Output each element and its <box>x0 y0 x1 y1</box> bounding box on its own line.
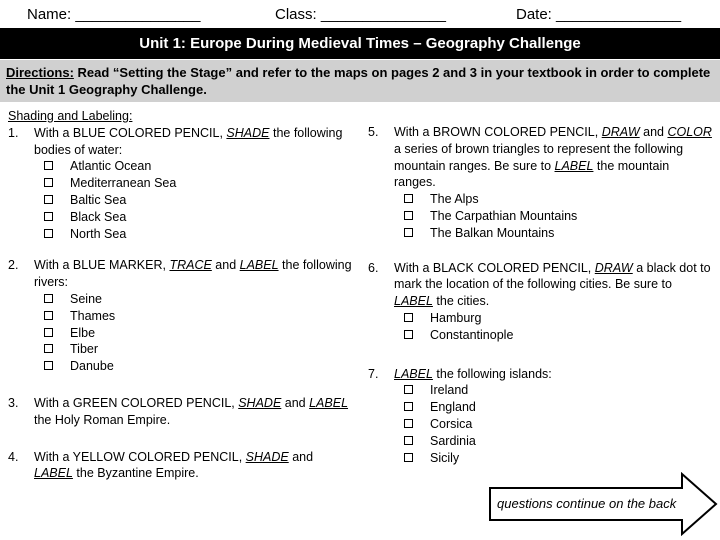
item-label: Sardinia <box>430 433 476 448</box>
checklist-item[interactable] <box>404 191 712 208</box>
checklist-item[interactable] <box>44 192 353 209</box>
right-column <box>368 124 712 466</box>
question-number: 2. <box>8 258 19 273</box>
q2-verb-trace: TRACE <box>169 258 212 273</box>
question-5 <box>368 124 712 242</box>
checklist-item[interactable] <box>404 450 712 467</box>
item-label: Mediterranean Sea <box>70 176 177 191</box>
checklist-item[interactable] <box>404 225 712 242</box>
date-field[interactable]: Date: _______________ <box>516 6 682 23</box>
question-number: 7. <box>368 366 379 381</box>
q2-post: the following rivers: <box>34 258 352 290</box>
checkbox-icon[interactable] <box>404 330 413 339</box>
checklist-item[interactable] <box>44 325 353 342</box>
item-label: Thames <box>70 308 116 323</box>
checkbox-icon[interactable] <box>44 328 53 337</box>
q6-mid: a black dot to mark the location of the following cities. Be sure to <box>394 260 711 292</box>
q5-text: With a BROWN COLORED PENCIL, <box>394 125 602 139</box>
item-label: Elbe <box>70 325 96 340</box>
item-label: Tiber <box>70 342 99 357</box>
checkbox-icon[interactable] <box>404 211 413 220</box>
question-6 <box>368 260 712 344</box>
question-1 <box>8 125 353 243</box>
checklist-item[interactable] <box>44 226 353 243</box>
q3-mid: and <box>281 395 310 410</box>
question-4 <box>8 449 353 483</box>
checkbox-icon[interactable] <box>44 229 53 238</box>
q2-checklist <box>34 291 353 375</box>
checkbox-icon[interactable] <box>44 178 53 187</box>
q3-verb-label: LABEL <box>309 395 349 410</box>
item-label: Baltic Sea <box>70 192 127 207</box>
question-number: 4. <box>8 449 19 464</box>
item-label: Corsica <box>430 416 473 431</box>
checklist-item[interactable] <box>404 399 712 416</box>
directions-text: Read “Setting the Stage” and refer to the maps on pages 2 and 3 in your textbook in order to complete the Unit 1 Geography Challenge. <box>6 65 711 97</box>
checkbox-icon[interactable] <box>44 161 53 170</box>
checkbox-icon[interactable] <box>404 419 413 428</box>
q5-checklist <box>394 191 712 241</box>
q4-post: the Byzantine Empire. <box>72 466 199 481</box>
checkbox-icon[interactable] <box>44 361 53 370</box>
item-label: Constantinople <box>430 327 514 342</box>
directions-lead: Directions: <box>6 65 74 80</box>
checkbox-icon[interactable] <box>404 385 413 394</box>
checklist-item[interactable] <box>404 382 712 399</box>
checklist-item[interactable] <box>404 433 712 450</box>
q5-verb-draw: DRAW <box>601 125 640 139</box>
item-label: North Sea <box>70 226 127 241</box>
q5-mid: and <box>639 125 668 139</box>
q4-verb-label: LABEL <box>34 466 73 481</box>
q2-verb-label: LABEL <box>239 258 279 273</box>
item-label: England <box>430 400 476 415</box>
checklist-item[interactable] <box>404 208 712 225</box>
question-number: 6. <box>368 260 379 275</box>
item-label: Seine <box>70 291 102 306</box>
checklist-item[interactable] <box>44 175 353 192</box>
item-label: The Balkan Mountains <box>430 225 555 240</box>
q7-verb-label: LABEL <box>394 366 433 381</box>
checklist-item[interactable] <box>44 158 353 175</box>
q5-verb-color: COLOR <box>667 125 712 139</box>
class-field[interactable]: Class: _______________ <box>275 6 446 23</box>
checklist-item[interactable] <box>44 291 353 308</box>
q2-text: With a BLUE MARKER, <box>34 258 170 273</box>
item-label: The Carpathian Mountains <box>430 208 578 223</box>
checkbox-icon[interactable] <box>44 311 53 320</box>
q3-post: the Holy Roman Empire. <box>34 412 171 427</box>
shading-title: Shading and Labeling: <box>8 109 133 123</box>
left-column <box>8 108 353 482</box>
q6-text: With a BLACK COLORED PENCIL, <box>394 260 595 275</box>
item-label: The Alps <box>430 192 479 207</box>
checklist-item[interactable] <box>44 308 353 325</box>
checklist-item[interactable] <box>44 209 353 226</box>
q6-post: the cities. <box>432 294 490 309</box>
question-7 <box>368 366 712 467</box>
checklist-item[interactable] <box>404 310 712 327</box>
question-number: 5. <box>368 125 379 139</box>
checkbox-icon[interactable] <box>44 294 53 303</box>
q4-text: With a YELLOW COLORED PENCIL, <box>34 449 246 464</box>
directions-box <box>0 60 720 102</box>
question-number: 1. <box>8 125 19 140</box>
checklist-item[interactable] <box>44 358 353 375</box>
checklist-item[interactable] <box>404 416 712 433</box>
q5-verb-label: LABEL <box>554 158 594 173</box>
item-label: Danube <box>70 359 114 374</box>
item-label: Ireland <box>430 383 469 398</box>
q5-post: the mountain ranges. <box>394 158 670 190</box>
q4-verb-shade: SHADE <box>245 449 289 464</box>
question-2 <box>8 257 353 375</box>
question-number: 3. <box>8 395 19 410</box>
q2-mid: and <box>211 258 240 273</box>
q7-post: the following islands: <box>432 366 552 381</box>
checkbox-icon[interactable] <box>404 436 413 445</box>
item-label: Sicily <box>430 450 460 465</box>
question-3 <box>8 395 353 429</box>
item-label: Hamburg <box>430 310 482 325</box>
name-field[interactable]: Name: _______________ <box>27 6 201 23</box>
q6-checklist <box>394 310 712 344</box>
q1-post: the following bodies of water: <box>34 125 343 157</box>
q5-mid2: a series of brown triangles to represent the following mountain ranges. Be sure to <box>394 141 684 173</box>
checkbox-icon[interactable] <box>404 313 413 322</box>
q4-mid: and <box>288 449 314 464</box>
q3-verb-shade: SHADE <box>238 395 282 410</box>
q6-verb-label: LABEL <box>394 294 433 309</box>
checkbox-icon[interactable] <box>44 195 53 204</box>
q1-checklist <box>34 158 353 242</box>
checkbox-icon[interactable] <box>404 402 413 411</box>
checklist-item[interactable] <box>44 341 353 358</box>
checkbox-icon[interactable] <box>44 344 53 353</box>
q1-text: With a BLUE COLORED PENCIL, <box>34 125 227 140</box>
q7-checklist <box>394 382 712 466</box>
checkbox-icon[interactable] <box>44 212 53 221</box>
q6-verb-draw: DRAW <box>594 260 633 275</box>
unit-title-banner: Unit 1: Europe During Medieval Times – Geography Challenge <box>0 28 720 59</box>
item-label: Black Sea <box>70 209 127 224</box>
continue-note: questions continue on the back <box>497 496 677 511</box>
q1-verb: SHADE <box>226 125 270 140</box>
checklist-item[interactable] <box>404 327 712 344</box>
checkbox-icon[interactable] <box>404 228 413 237</box>
q3-text: With a GREEN COLORED PENCIL, <box>34 395 239 410</box>
checkbox-icon[interactable] <box>404 453 413 462</box>
checkbox-icon[interactable] <box>404 194 413 203</box>
item-label: Atlantic Ocean <box>70 159 152 174</box>
